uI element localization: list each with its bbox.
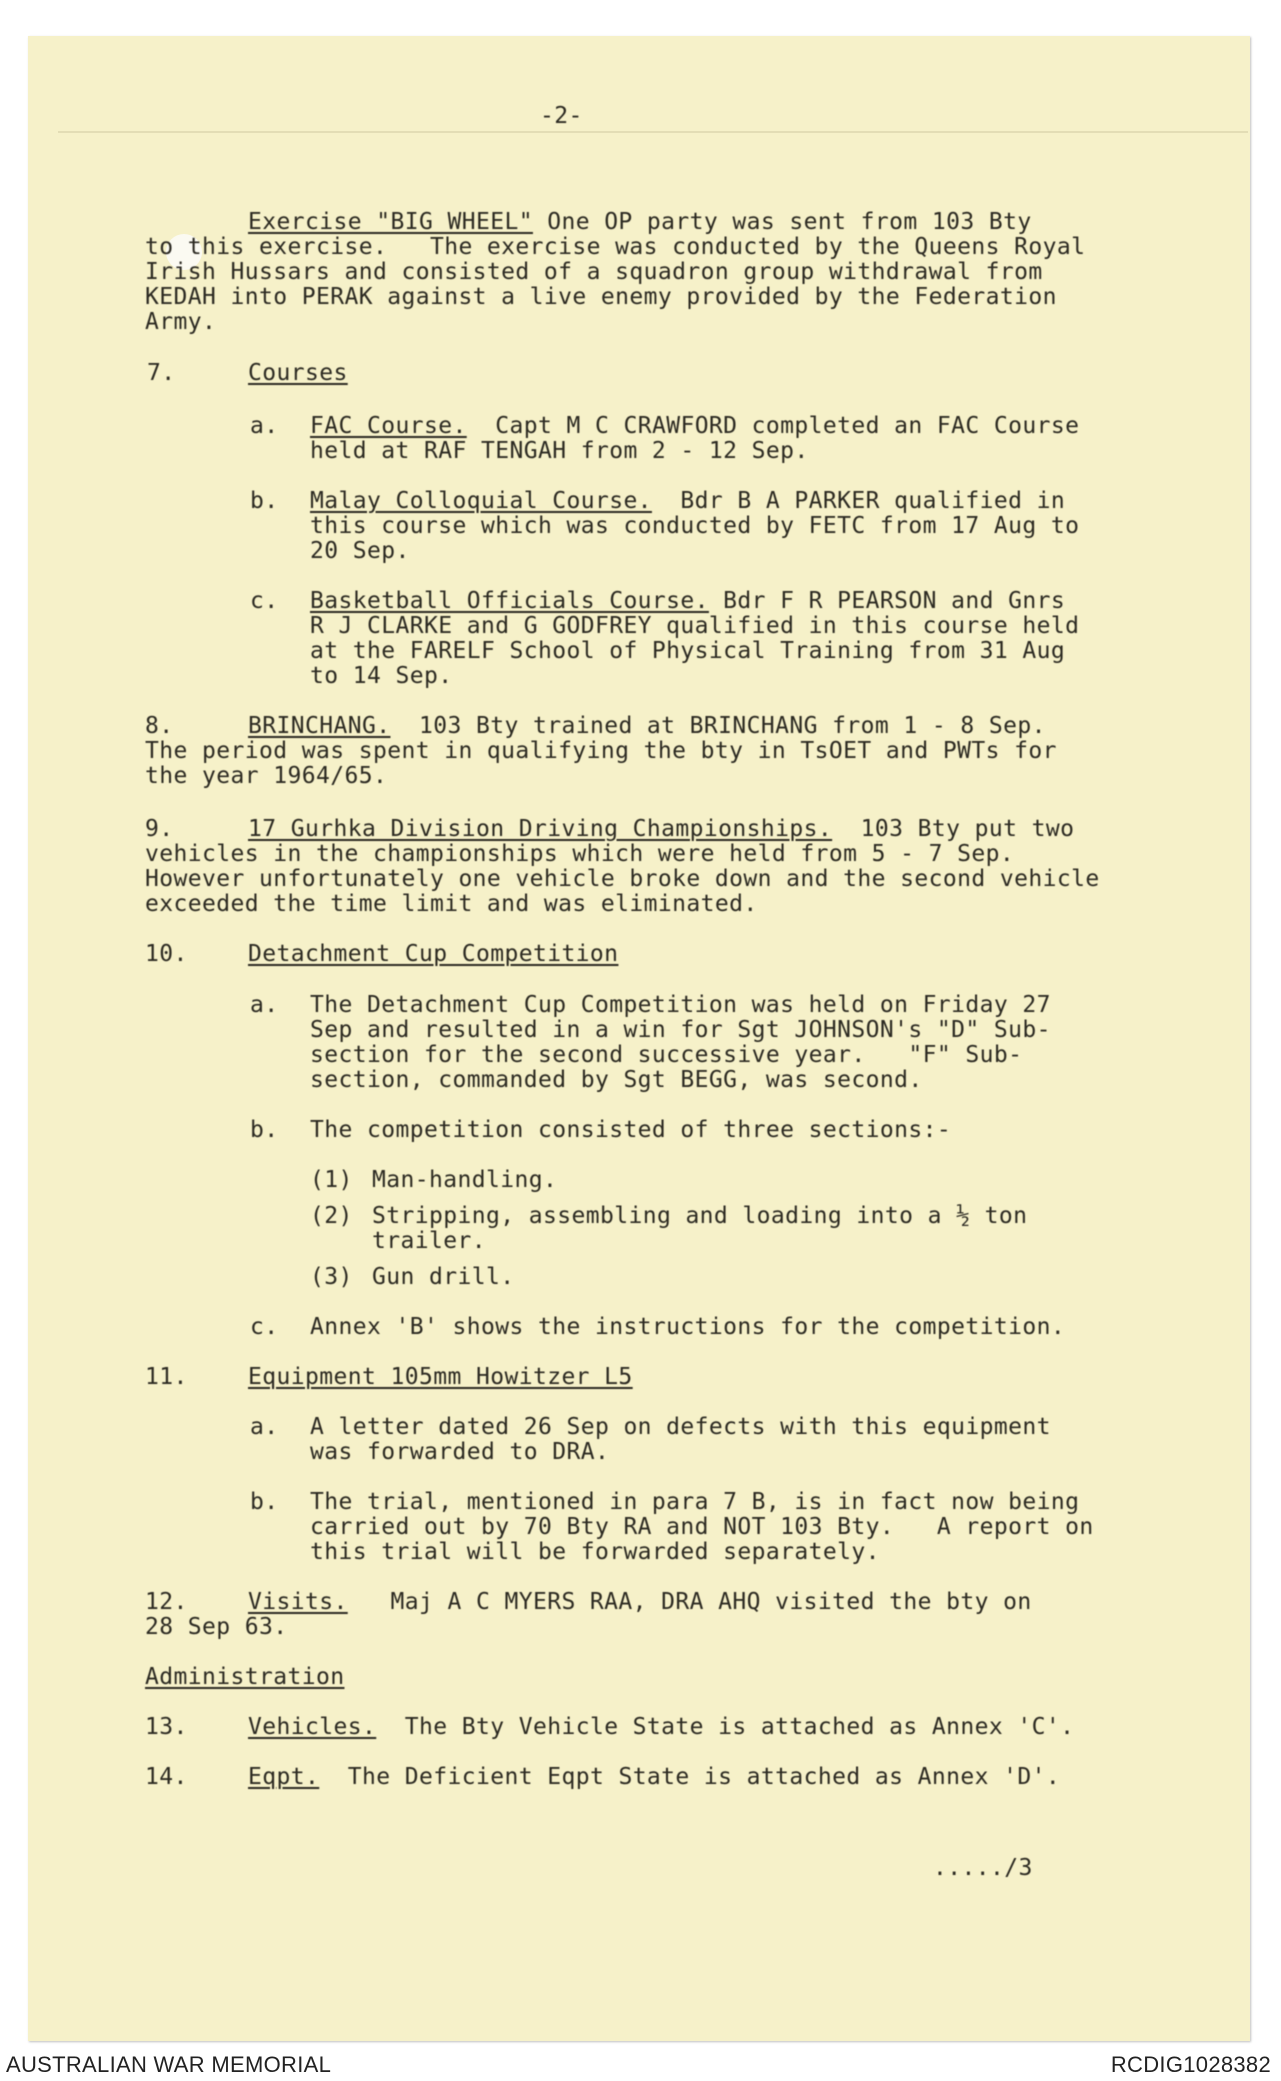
para-7b-line-1: Malay Colloquial Course. Bdr B A PARKER qualified in — [310, 488, 1066, 514]
footer-record-id: RCDIG1028382 — [1110, 2052, 1271, 2077]
para-10b-line-1: The competition consisted of three sections:- — [310, 1117, 952, 1143]
para-7c-line-4: to 14 Sep. — [310, 663, 453, 689]
para-10-number: 10. — [145, 941, 188, 967]
administration-heading: Administration — [145, 1664, 345, 1690]
para-11b-line-3: this trial will be forwarded separately. — [310, 1539, 880, 1565]
para-12-number: 12. — [145, 1589, 188, 1615]
para-7a-line-2: held at RAF TENGAH from 2 - 12 Sep. — [310, 438, 809, 464]
footer-archive-name: AUSTRALIAN WAR MEMORIAL — [6, 2052, 332, 2077]
para-13-number: 13. — [145, 1714, 188, 1740]
para-10a-line-3: section for the second successive year. "F" Sub- — [310, 1042, 1023, 1068]
intro-line-5: Army. — [145, 309, 217, 335]
continuation-marker: ...../3 — [933, 1855, 1033, 1881]
para-14-number: 14. — [145, 1764, 188, 1790]
para-9-number: 9. — [145, 816, 174, 842]
para-11-number: 11. — [145, 1364, 188, 1390]
para-10b-item-1-label: (1) — [310, 1167, 353, 1193]
intro-line-3: Irish Hussars and consisted of a squadron group withdrawal from — [145, 259, 1043, 285]
para-10b-label: b. — [250, 1117, 279, 1143]
para-10b-item-3-label: (3) — [310, 1264, 353, 1290]
para-7c-line-1: Basketball Officials Course. Bdr F R PEARSON and Gnrs — [310, 588, 1066, 614]
para-10b-item-2-text-2: trailer. — [372, 1228, 486, 1254]
para-7c-line-3: at the FARELF School of Physical Training from 31 Aug — [310, 638, 1066, 664]
document-page — [28, 36, 1250, 2041]
para-10b-item-2-label: (2) — [310, 1203, 353, 1229]
para-10a-line-4: section, commanded by Sgt BEGG, was second. — [310, 1067, 923, 1093]
para-10b-item-1-text: Man-handling. — [372, 1167, 558, 1193]
para-7c-label: c. — [250, 588, 279, 614]
para-11b-line-1: The trial, mentioned in para 7 B, is in fact now being — [310, 1489, 1080, 1515]
intro-line-2: to this exercise. The exercise was conducted by the Queens Royal — [145, 234, 1086, 260]
para-11-heading: Equipment 105mm Howitzer L5 — [248, 1364, 633, 1390]
para-10a-line-1: The Detachment Cup Competition was held on Friday 27 — [310, 992, 1051, 1018]
para-10a-line-2: Sep and resulted in a win for Sgt JOHNSON's "D" Sub- — [310, 1017, 1051, 1043]
para-11a-line-1: A letter dated 26 Sep on defects with this equipment — [310, 1414, 1051, 1440]
para-8-line-2: The period was spent in qualifying the bty in TsOET and PWTs for — [145, 738, 1057, 764]
exercise-title: Exercise "BIG WHEEL" — [248, 209, 533, 235]
para-11a-line-2: was forwarded to DRA. — [310, 1439, 610, 1465]
para-10b-item-2-text: Stripping, assembling and loading into a ½ ton — [372, 1203, 1028, 1229]
para-10b-item-3-text: Gun drill. — [372, 1264, 515, 1290]
para-8-number: 8. — [145, 713, 174, 739]
para-7-number: 7. — [147, 360, 176, 386]
para-10c-label: c. — [250, 1314, 279, 1340]
para-7b-line-3: 20 Sep. — [310, 538, 410, 564]
para-9-line-4: exceeded the time limit and was eliminated. — [145, 891, 758, 917]
para-14-line-1: Eqpt. The Deficient Eqpt State is attached as Annex 'D'. — [248, 1764, 1061, 1790]
para-10c-line-1: Annex 'B' shows the instructions for the competition. — [310, 1314, 1066, 1340]
page-number: -2- — [540, 103, 583, 129]
para-9-line-3: However unfortunately one vehicle broke down and the second vehicle — [145, 866, 1100, 892]
para-12-line-1: Visits. Maj A C MYERS RAA, DRA AHQ visited the bty on — [248, 1589, 1032, 1615]
para-11a-label: a. — [250, 1414, 279, 1440]
para-13-line-1: Vehicles. The Bty Vehicle State is attached as Annex 'C'. — [248, 1714, 1075, 1740]
para-11b-label: b. — [250, 1489, 279, 1515]
para-7c-line-2: R J CLARKE and G GODFREY qualified in this course held — [310, 613, 1080, 639]
para-11b-line-2: carried out by 70 Bty RA and NOT 103 Bty. A report on — [310, 1514, 1094, 1540]
para-7a-label: a. — [250, 413, 279, 439]
para-12-line-2: 28 Sep 63. — [145, 1614, 288, 1640]
para-9-line-1: 17 Gurhka Division Driving Championships. 103 Bty put two — [248, 816, 1075, 842]
para-9-line-2: vehicles in the championships which were held from 5 - 7 Sep. — [145, 841, 1015, 867]
para-10-heading: Detachment Cup Competition — [248, 941, 619, 967]
para-7-heading: Courses — [248, 360, 348, 386]
intro-line-4: KEDAH into PERAK against a live enemy provided by the Federation — [145, 284, 1057, 310]
para-8-line-3: the year 1964/65. — [145, 763, 388, 789]
para-10a-label: a. — [250, 992, 279, 1018]
para-7b-label: b. — [250, 488, 279, 514]
typed-text — [28, 36, 1250, 2041]
para-8-line-1: BRINCHANG. 103 Bty trained at BRINCHANG from 1 - 8 Sep. — [248, 713, 1046, 739]
para-7a-line-1: FAC Course. Capt M C CRAWFORD completed an FAC Course — [310, 413, 1080, 439]
intro-line-1: Exercise "BIG WHEEL" One OP party was sent from 103 Bty — [248, 209, 1032, 235]
para-7b-line-2: this course which was conducted by FETC from 17 Aug to — [310, 513, 1080, 539]
